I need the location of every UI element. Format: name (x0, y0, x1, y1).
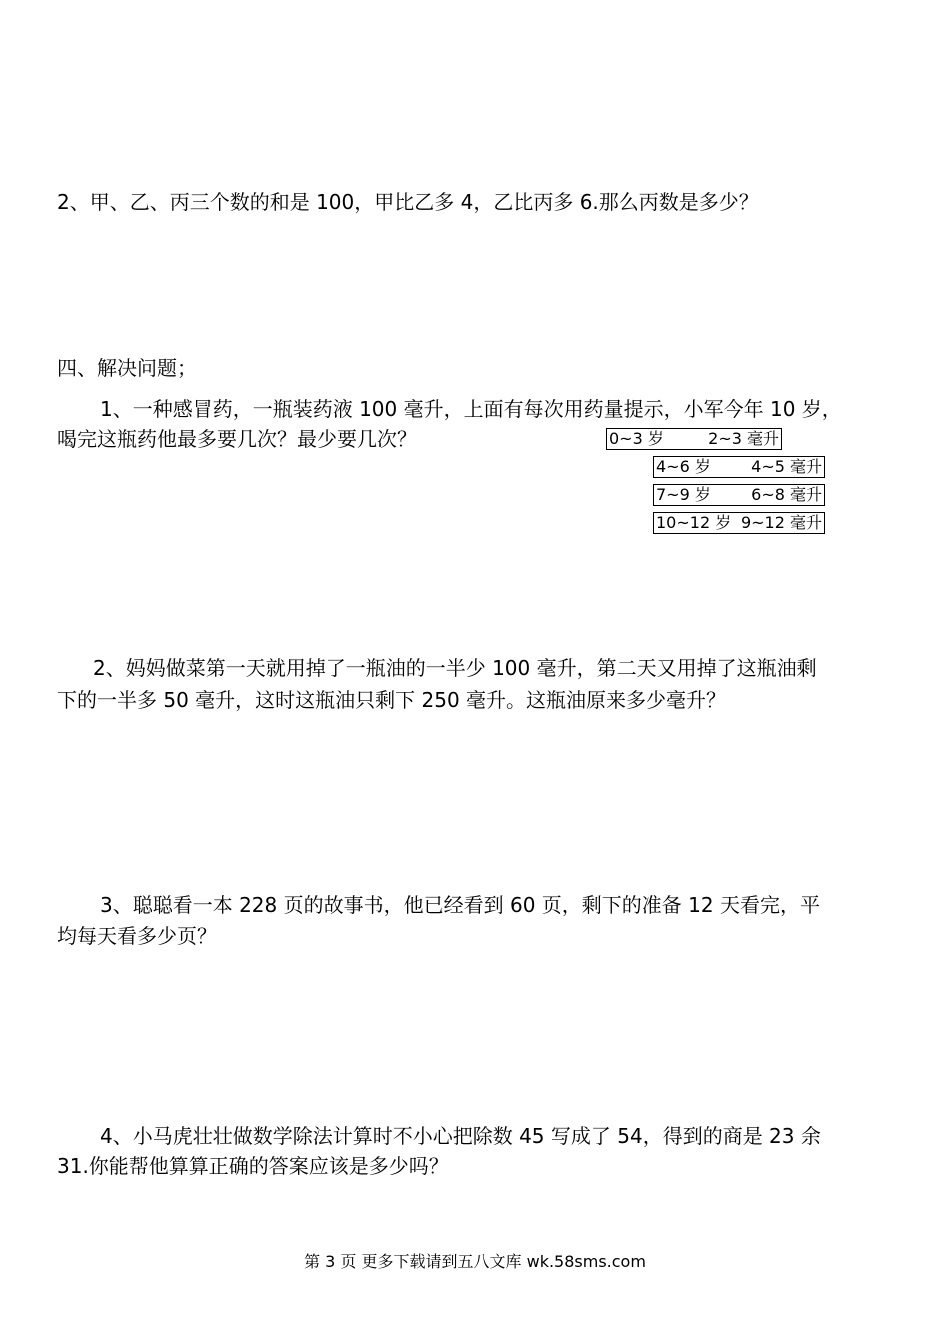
problem-4-2-line1: 2、妈妈做菜第一天就用掉了一瓶油的一半少 100 毫升，第二天又用掉了这瓶油剩 (93, 656, 817, 680)
dose-amount: 9~12 毫升 (740, 513, 822, 532)
problem-4-1-line1: 1、一种感冒药，一瓶装药液 100 毫升，上面有每次用药量提示，小军今年 10 岁， (100, 397, 842, 421)
dose-amount: 4~5 毫升 (751, 457, 822, 476)
problem-4-4-line1: 4、小马虎壮壮做数学除法计算时不小心把除数 45 写成了 54，得到的商是 23 余 (100, 1124, 821, 1148)
page-footer: 第 3 页 更多下载请到五八文库 wk.58sms.com (304, 1252, 646, 1271)
dose-amount: 2~3 毫升 (708, 429, 779, 448)
section-heading: 四、解决问题； (57, 356, 197, 380)
dose-age: 10~12 岁 (656, 513, 732, 532)
problem-4-3-line2: 均每天看多少页？ (57, 924, 217, 948)
dose-row (653, 456, 825, 478)
dose-row (653, 512, 825, 534)
problem-4-1-line2: 喝完这瓶药他最多要几次？最少要几次？ (57, 427, 417, 451)
problem-4-3-line1: 3、聪聪看一本 228 页的故事书，他已经看到 60 页，剩下的准备 12 天看完，平 (100, 893, 820, 917)
problem-4-4-line2: 31.你能帮他算算正确的答案应该是多少吗？ (57, 1154, 449, 1178)
dose-age: 0~3 岁 (609, 429, 664, 448)
dose-row (653, 484, 825, 506)
problem-3-2: 2、甲、乙、丙三个数的和是 100，甲比乙多 4，乙比丙多 6.那么丙数是多少？ (57, 190, 759, 214)
dose-row (606, 428, 782, 450)
dose-amount: 6~8 毫升 (751, 485, 822, 504)
dose-age: 7~9 岁 (656, 485, 711, 504)
dose-age: 4~6 岁 (656, 457, 711, 476)
problem-4-2-line2: 下的一半多 50 毫升，这时这瓶油只剩下 250 毫升。这瓶油原来多少毫升？ (57, 688, 727, 712)
